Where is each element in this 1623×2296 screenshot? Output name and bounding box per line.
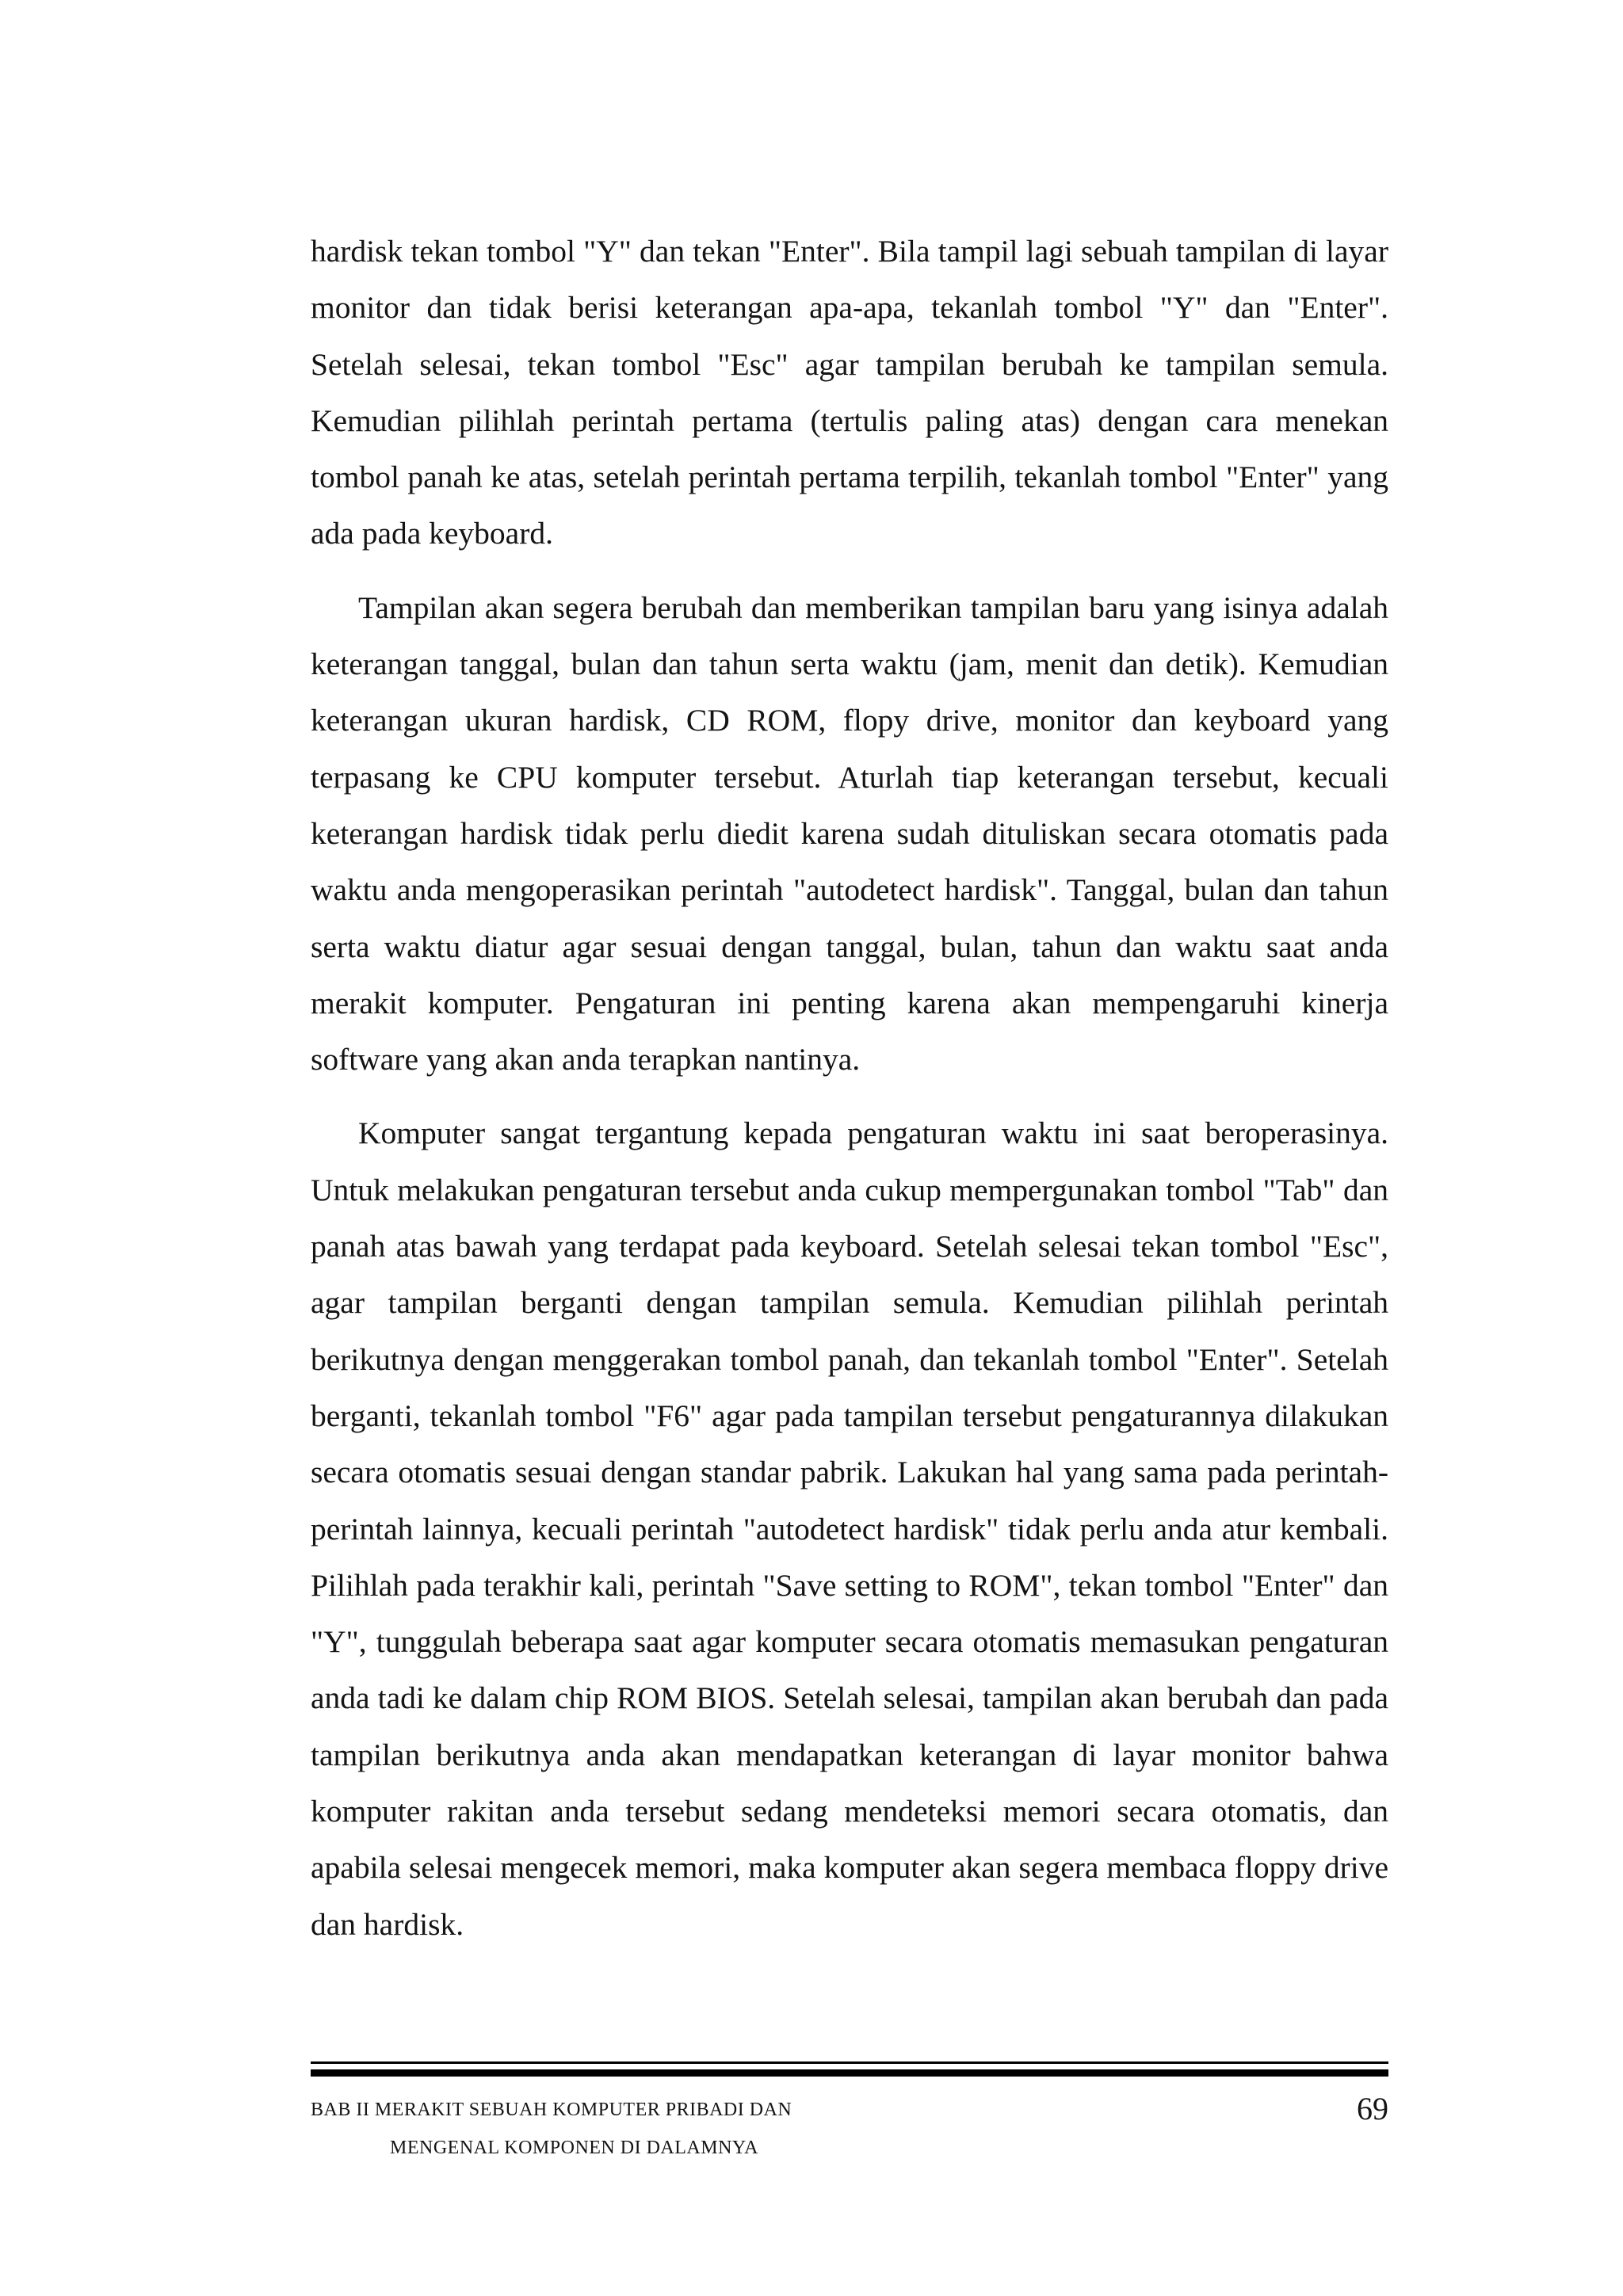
body-text bbox=[311, 223, 1388, 1953]
chapter-title-line-1: BAB II MERAKIT SEBUAH KOMPUTER PRIBADI DAN bbox=[311, 2100, 792, 2120]
chapter-title-line-2: MENGENAL KOMPONEN DI DALAMNYA bbox=[390, 2138, 758, 2158]
page-number: 69 bbox=[1357, 2091, 1388, 2126]
paragraph-1: hardisk tekan tombol "Y" dan tekan "Enter". Bila tampil lagi sebuah tampilan di layar monitor dan tidak berisi keterangan apa-apa, tekanlah tombol "Y" dan "Enter". Setelah selesai, tekan tombol "Esc" agar tampilan berubah ke tampilan semula. Kemudian pilihlah perintah pertama (tertulis paling atas) dengan cara menekan tombol panah ke atas, setelah perintah pertama terpilih, tekanlah tombol "Enter" yang ada pada keyboard. bbox=[311, 234, 1388, 551]
footer-rule-thick bbox=[311, 2069, 1388, 2077]
page-footer bbox=[311, 2061, 1388, 2188]
paragraph-2: Tampilan akan segera berubah dan memberikan tampilan baru yang isinya adalah keterangan tanggal, bulan dan tahun serta waktu (jam, menit dan detik). Kemudian keterangan ukuran hardisk, CD ROM, flopy drive, monitor dan keyboard yang terpasang ke CPU komputer tersebut. Aturlah tiap keterangan tersebut, kecuali keterangan hardisk tidak perlu diedit karena sudah dituliskan secara otomatis pada waktu anda mengoperasikan perintah "autodetect hardisk". Tanggal, bulan dan tahun serta waktu diatur agar sesuai dengan tanggal, bulan, tahun dan waktu saat anda merakit komputer. Pengaturan ini penting karena akan mempengaruhi kinerja software yang akan anda terapkan nantinya. bbox=[311, 589, 1388, 1077]
paragraph-3: Komputer sangat tergantung kepada pengaturan waktu ini saat beroperasinya. Untuk melakukan pengaturan tersebut anda cukup mempergunakan tombol "Tab" dan panah atas bawah yang terdapat pada keyboard. Setelah selesai tekan tombol "Esc", agar tampilan berganti dengan tampilan semula. Kemudian pilihlah perintah berikutnya dengan menggerakan tombol panah, dan tekanlah tombol "Enter". Setelah berganti, tekanlah tombol "F6" agar pada tampilan tersebut pengaturannya dilakukan secara otomatis sesuai dengan standar pabrik. Lakukan hal yang sama pada perintah-perintah lainnya, kecuali perintah "autodetect hardisk" tidak perlu anda atur kembali. Pilihlah pada terakhir kali, perintah "Save setting to ROM", tekan tombol "Enter" dan "Y", tunggulah beberapa saat agar komputer secara otomatis memasukan pengaturan anda tadi ke dalam chip ROM BIOS. Setelah selesai, tampilan akan berubah dan pada tampilan berikutnya anda akan mendapatkan keterangan di layar monitor bahwa komputer rakitan anda tersebut sedang mendeteksi memori secara otomatis, dan apabila selesai mengecek memori, maka komputer akan segera membaca floppy drive dan hardisk. bbox=[311, 1116, 1388, 1942]
footer-rule-thin bbox=[311, 2061, 1388, 2064]
